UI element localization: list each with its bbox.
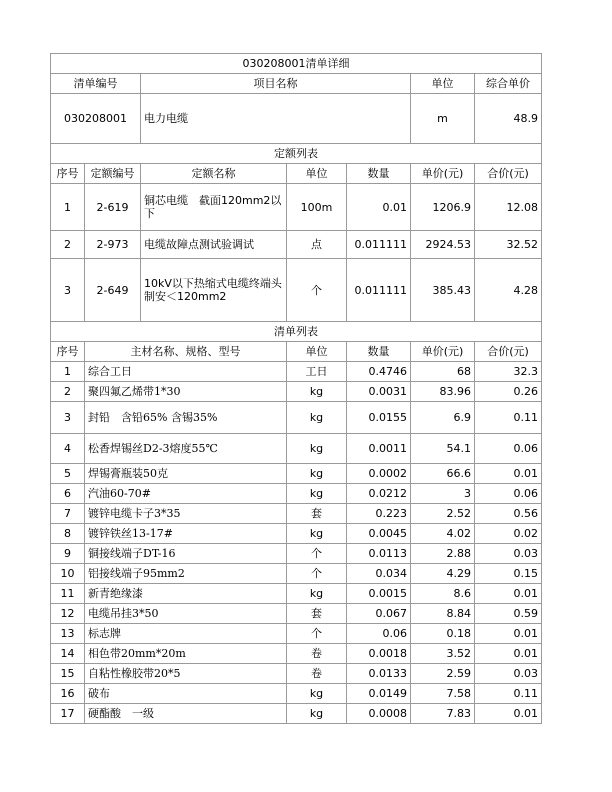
material-no: 17 (51, 704, 85, 724)
material-unit: 个 (287, 544, 347, 564)
item-name: 电力电缆 (141, 94, 411, 144)
quota-row (51, 231, 542, 259)
material-row (51, 624, 542, 644)
quota-price: 385.43 (411, 259, 475, 322)
material-total: 0.11 (475, 402, 542, 434)
material-row (51, 684, 542, 704)
quota-price: 1206.9 (411, 184, 475, 231)
material-total: 0.01 (475, 704, 542, 724)
material-name: 相色带20mm*20m (85, 644, 287, 664)
material-name: 硬酯酸 一级 (85, 704, 287, 724)
material-total: 0.03 (475, 544, 542, 564)
material-price: 8.6 (411, 584, 475, 604)
material-no: 3 (51, 402, 85, 434)
material-row (51, 544, 542, 564)
material-qty: 0.0133 (347, 664, 411, 684)
quota-no: 2 (51, 231, 85, 259)
material-qty: 0.067 (347, 604, 411, 624)
material-total: 0.03 (475, 664, 542, 684)
quota-qty: 0.011111 (347, 259, 411, 322)
materials-col-name: 主材名称、规格、型号 (85, 342, 287, 362)
material-row (51, 644, 542, 664)
material-qty: 0.0113 (347, 544, 411, 564)
material-unit: 工日 (287, 362, 347, 382)
material-unit: kg (287, 484, 347, 504)
material-unit: kg (287, 402, 347, 434)
material-qty: 0.4746 (347, 362, 411, 382)
material-price: 66.6 (411, 464, 475, 484)
material-unit: 套 (287, 604, 347, 624)
material-no: 10 (51, 564, 85, 584)
material-qty: 0.06 (347, 624, 411, 644)
material-total: 0.02 (475, 524, 542, 544)
material-no: 14 (51, 644, 85, 664)
header-name: 项目名称 (141, 74, 411, 94)
quota-code: 2-649 (85, 259, 141, 322)
quota-code: 2-619 (85, 184, 141, 231)
material-total: 0.59 (475, 604, 542, 624)
header-price: 综合单价 (475, 74, 542, 94)
material-price: 83.96 (411, 382, 475, 402)
material-unit: kg (287, 382, 347, 402)
material-price: 6.9 (411, 402, 475, 434)
material-row (51, 464, 542, 484)
material-row (51, 434, 542, 464)
material-unit: kg (287, 524, 347, 544)
material-no: 2 (51, 382, 85, 402)
material-name: 电缆吊挂3*50 (85, 604, 287, 624)
materials-header-row (51, 342, 542, 362)
material-name: 封铅 含铅65% 含锡35% (85, 402, 287, 434)
material-qty: 0.0015 (347, 584, 411, 604)
quota-unit: 100m (287, 184, 347, 231)
quota-col-qty: 数量 (347, 164, 411, 184)
material-row (51, 564, 542, 584)
quota-total: 32.52 (475, 231, 542, 259)
material-qty: 0.0212 (347, 484, 411, 504)
material-unit: 个 (287, 624, 347, 644)
material-name: 标志牌 (85, 624, 287, 644)
materials-col-price: 单价(元) (411, 342, 475, 362)
quota-code: 2-973 (85, 231, 141, 259)
material-price: 4.29 (411, 564, 475, 584)
material-row (51, 362, 542, 382)
material-name: 焊锡膏瓶装50克 (85, 464, 287, 484)
material-name: 综合工日 (85, 362, 287, 382)
quota-col-price: 单价(元) (411, 164, 475, 184)
header-unit: 单位 (411, 74, 475, 94)
material-qty: 0.0149 (347, 684, 411, 704)
material-qty: 0.223 (347, 504, 411, 524)
material-unit: 套 (287, 504, 347, 524)
quota-no: 1 (51, 184, 85, 231)
material-no: 16 (51, 684, 85, 704)
quota-col-total: 合价(元) (475, 164, 542, 184)
material-name: 松香焊锡丝D2-3熔度55℃ (85, 434, 287, 464)
material-price: 7.58 (411, 684, 475, 704)
material-unit: 卷 (287, 664, 347, 684)
material-no: 1 (51, 362, 85, 382)
material-name: 自粘性橡胶带20*5 (85, 664, 287, 684)
quota-col-code: 定额编号 (85, 164, 141, 184)
material-name: 汽油60-70# (85, 484, 287, 504)
material-qty: 0.0011 (347, 434, 411, 464)
material-no: 8 (51, 524, 85, 544)
material-total: 0.15 (475, 564, 542, 584)
material-no: 15 (51, 664, 85, 684)
material-unit: 卷 (287, 644, 347, 664)
quota-qty: 0.011111 (347, 231, 411, 259)
page-title: 030208001清单详细 (51, 54, 542, 74)
quota-price: 2924.53 (411, 231, 475, 259)
bill-detail-table (50, 53, 542, 724)
material-no: 13 (51, 624, 85, 644)
material-price: 8.84 (411, 604, 475, 624)
material-row (51, 382, 542, 402)
material-no: 6 (51, 484, 85, 504)
quota-row (51, 184, 542, 231)
materials-section-row (51, 322, 542, 342)
quota-col-no: 序号 (51, 164, 85, 184)
quota-no: 3 (51, 259, 85, 322)
material-price: 3.52 (411, 644, 475, 664)
materials-col-unit: 单位 (287, 342, 347, 362)
material-row (51, 484, 542, 504)
material-unit: kg (287, 464, 347, 484)
material-row (51, 664, 542, 684)
material-total: 32.3 (475, 362, 542, 382)
materials-col-qty: 数量 (347, 342, 411, 362)
material-unit: kg (287, 584, 347, 604)
material-qty: 0.0045 (347, 524, 411, 544)
item-unit: m (411, 94, 475, 144)
item-code: 030208001 (51, 94, 141, 144)
material-qty: 0.0002 (347, 464, 411, 484)
material-price: 7.83 (411, 704, 475, 724)
material-total: 0.11 (475, 684, 542, 704)
material-no: 5 (51, 464, 85, 484)
material-qty: 0.0155 (347, 402, 411, 434)
material-price: 4.02 (411, 524, 475, 544)
quota-unit: 点 (287, 231, 347, 259)
material-total: 0.01 (475, 464, 542, 484)
quota-qty: 0.01 (347, 184, 411, 231)
material-qty: 0.034 (347, 564, 411, 584)
material-name: 破布 (85, 684, 287, 704)
materials-col-total: 合价(元) (475, 342, 542, 362)
material-unit: kg (287, 704, 347, 724)
material-qty: 0.0008 (347, 704, 411, 724)
material-unit: kg (287, 684, 347, 704)
quota-name: 10kV以下热缩式电缆终端头制安＜120mm2 (141, 259, 287, 322)
material-no: 11 (51, 584, 85, 604)
material-no: 9 (51, 544, 85, 564)
material-total: 0.01 (475, 644, 542, 664)
quota-name: 电缆故障点测试验调试 (141, 231, 287, 259)
quota-total: 4.28 (475, 259, 542, 322)
material-price: 2.52 (411, 504, 475, 524)
material-name: 铜接线端子DT-16 (85, 544, 287, 564)
material-price: 2.88 (411, 544, 475, 564)
material-name: 新青绝缘漆 (85, 584, 287, 604)
material-total: 0.01 (475, 584, 542, 604)
material-total: 0.26 (475, 382, 542, 402)
material-name: 镀锌电缆卡子3*35 (85, 504, 287, 524)
material-qty: 0.0018 (347, 644, 411, 664)
material-row (51, 704, 542, 724)
quota-row (51, 259, 542, 322)
material-price: 68 (411, 362, 475, 382)
quota-name: 铜芯电缆 截面120mm2以下 (141, 184, 287, 231)
material-price: 54.1 (411, 434, 475, 464)
material-row (51, 604, 542, 624)
item-price: 48.9 (475, 94, 542, 144)
material-total: 0.01 (475, 624, 542, 644)
quota-total: 12.08 (475, 184, 542, 231)
material-name: 镀锌铁丝13-17# (85, 524, 287, 544)
material-price: 2.59 (411, 664, 475, 684)
material-price: 0.18 (411, 624, 475, 644)
material-price: 3 (411, 484, 475, 504)
material-total: 0.56 (475, 504, 542, 524)
header-code: 清单编号 (51, 74, 141, 94)
material-no: 4 (51, 434, 85, 464)
material-total: 0.06 (475, 484, 542, 504)
material-qty: 0.0031 (347, 382, 411, 402)
material-no: 7 (51, 504, 85, 524)
materials-col-no: 序号 (51, 342, 85, 362)
quota-section-title: 定额列表 (51, 144, 542, 164)
quota-unit: 个 (287, 259, 347, 322)
material-row (51, 402, 542, 434)
materials-section-title: 清单列表 (51, 322, 542, 342)
material-name: 铝接线端子95mm2 (85, 564, 287, 584)
quota-col-name: 定额名称 (141, 164, 287, 184)
material-row (51, 584, 542, 604)
quota-col-unit: 单位 (287, 164, 347, 184)
material-no: 12 (51, 604, 85, 624)
material-name: 聚四氟乙烯带1*30 (85, 382, 287, 402)
material-row (51, 504, 542, 524)
material-unit: 个 (287, 564, 347, 584)
material-total: 0.06 (475, 434, 542, 464)
material-unit: kg (287, 434, 347, 464)
material-row (51, 524, 542, 544)
